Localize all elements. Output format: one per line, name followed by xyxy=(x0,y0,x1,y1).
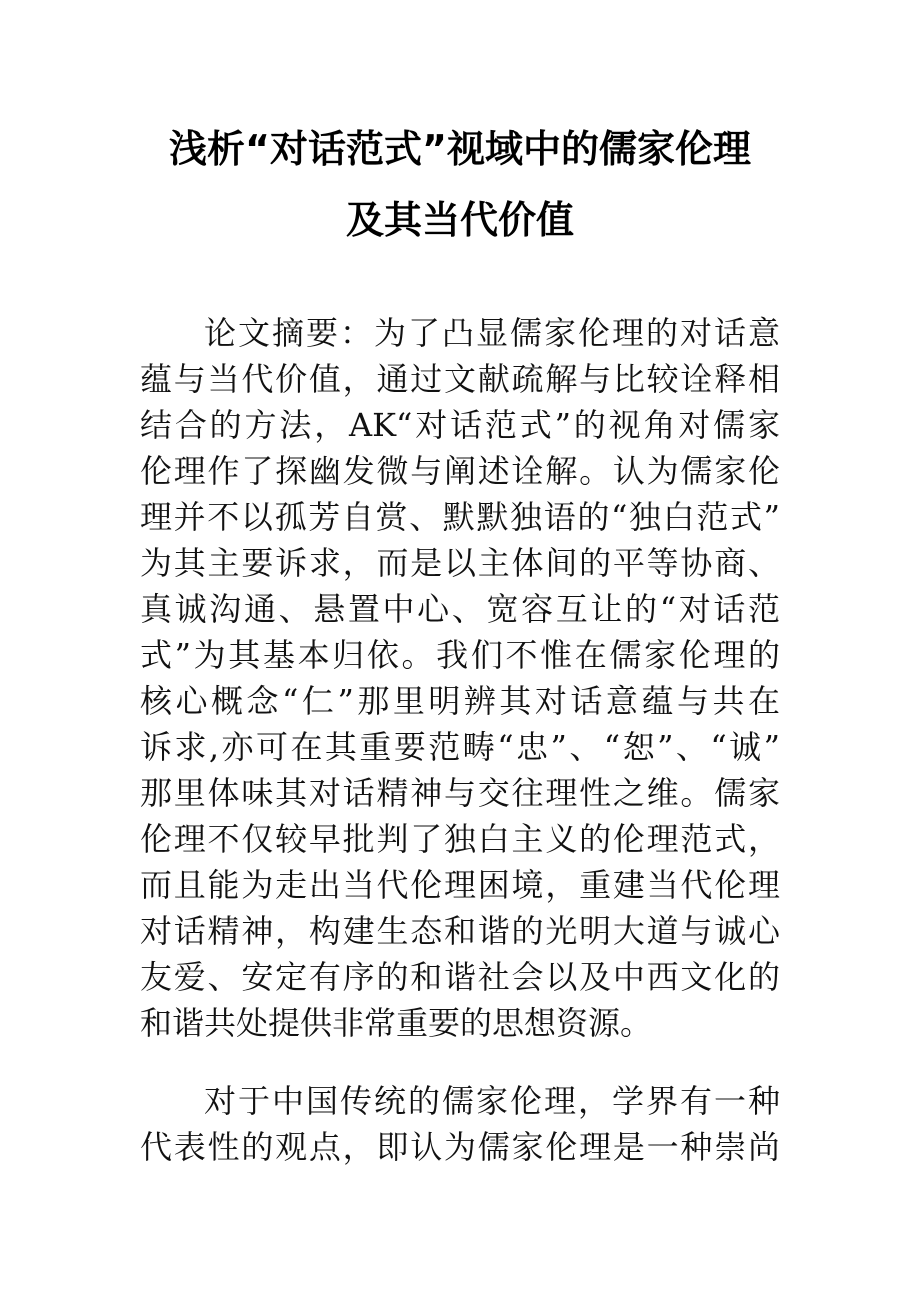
abstract-line: 和谐共处提供非常重要的思想资源。 xyxy=(140,1004,653,1042)
abstract-line: 为其主要诉求，而是以主体间的平等协商、 xyxy=(140,544,780,582)
abstract-line: 友爱、安定有序的和谐社会以及中西文化的 xyxy=(140,958,780,996)
document-title-line-1: 浅析“对话范式”视域中的儒家伦理 xyxy=(169,127,751,171)
abstract-line: 理并不以孤芳自赏、默默独语的“独白范式” xyxy=(140,498,780,536)
abstract-line: 而且能为走出当代伦理困境，重建当代伦理 xyxy=(140,866,780,904)
abstract-line: 蕴与当代价值，通过文献疏解与比较诠释相 xyxy=(140,360,780,398)
abstract-line: 伦理作了探幽发微与阐述诠解。认为儒家伦 xyxy=(140,452,780,490)
abstract-line: 核心概念“仁”那里明辨其对话意蕴与共在 xyxy=(140,682,780,720)
abstract-line: 式”为其基本归依。我们不惟在儒家伦理的 xyxy=(140,636,780,674)
abstract-line: 结合的方法，AK“对话范式”的视角对儒家 xyxy=(140,406,780,444)
body-line: 代表性的观点，即认为儒家伦理是一种崇尚 xyxy=(140,1128,780,1166)
abstract-line: 论文摘要：为了凸显儒家伦理的对话意 xyxy=(204,314,780,352)
document-title-line-2: 及其当代价值 xyxy=(345,198,574,242)
abstract-line: 真诚沟通、悬置中心、宽容互让的“对话范 xyxy=(140,590,780,628)
abstract-line: 对话精神，构建生态和谐的光明大道与诚心 xyxy=(140,912,780,950)
abstract-line: 伦理不仅较早批判了独白主义的伦理范式， xyxy=(140,820,780,858)
abstract-line: 那里体味其对话精神与交往理性之维。儒家 xyxy=(140,774,780,812)
abstract-line: 诉求,亦可在其重要范畴“忠”、“恕”、“诚” xyxy=(140,728,780,766)
body-line: 对于中国传统的儒家伦理，学界有一种 xyxy=(204,1082,780,1120)
